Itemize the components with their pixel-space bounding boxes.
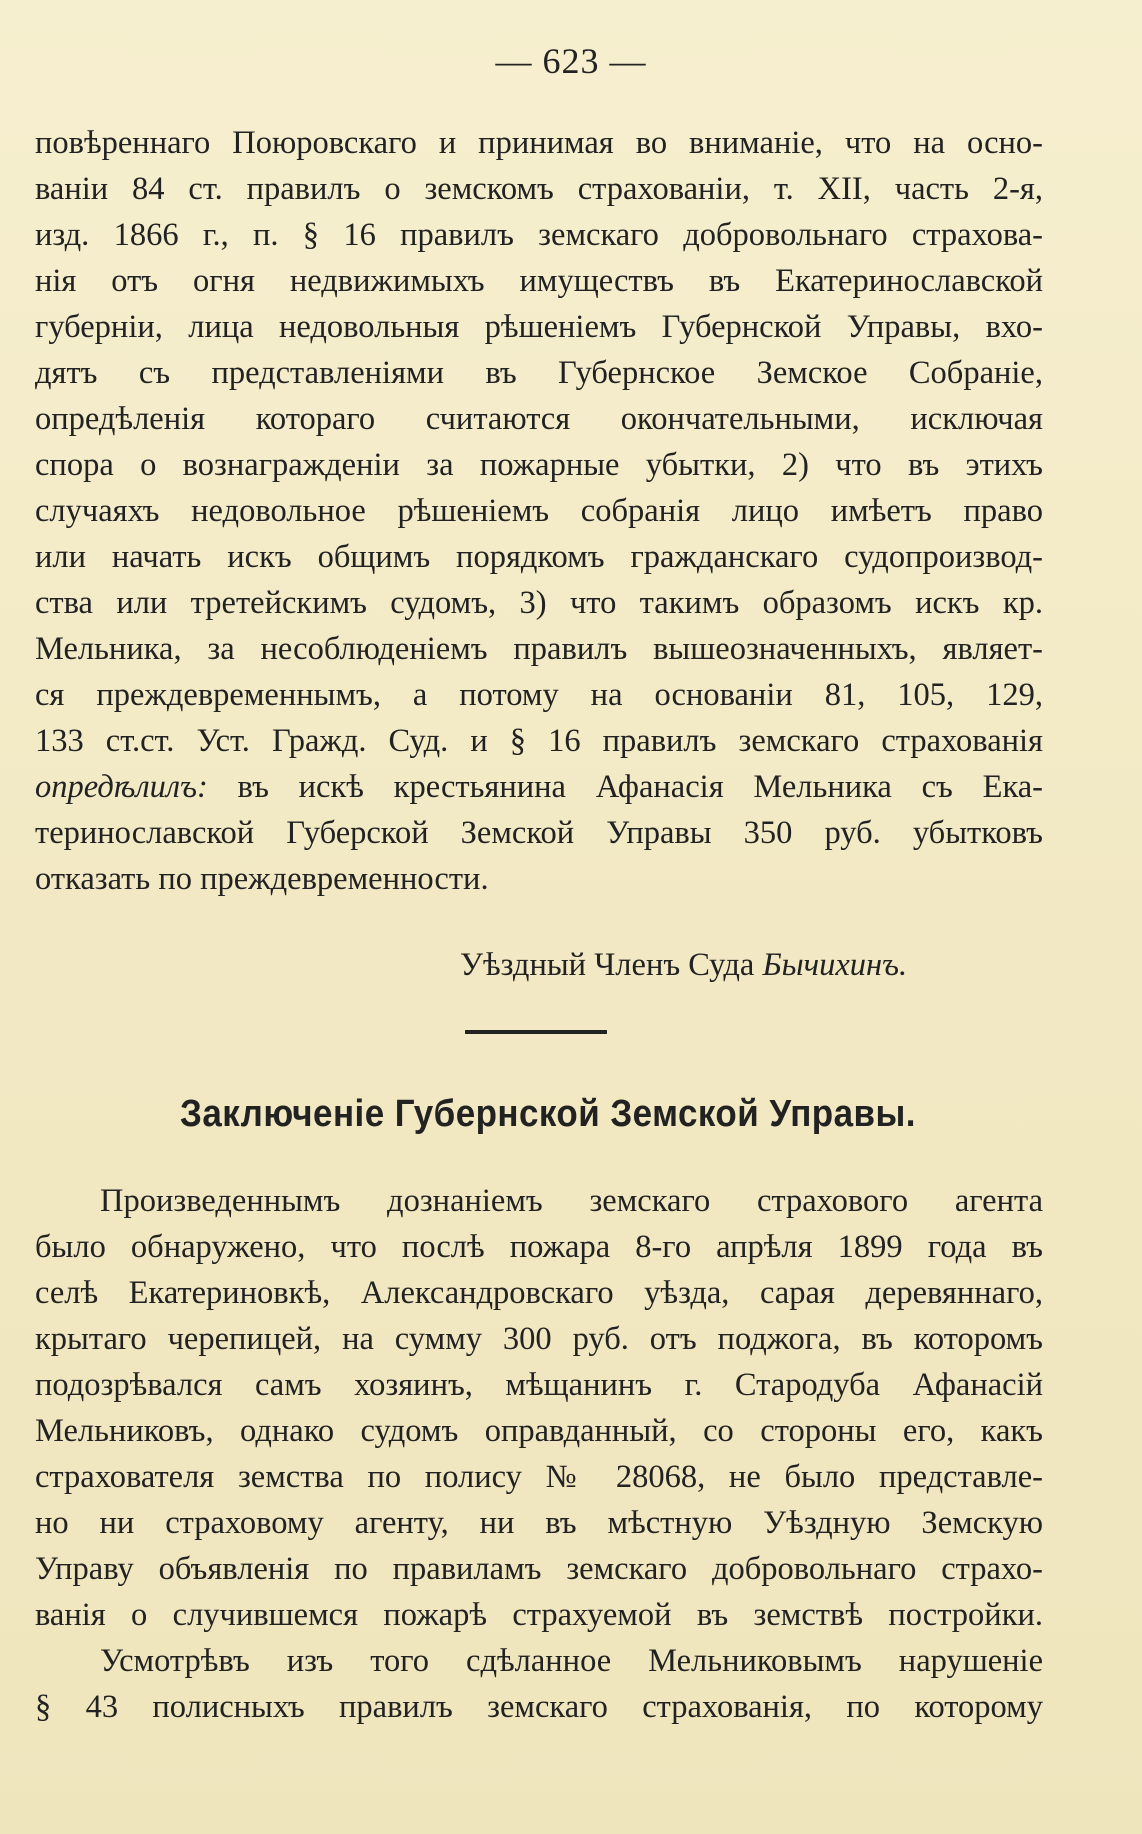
section-divider [465,1030,607,1034]
text-line: теринославской Губерской Земской Управы 350 руб. убытковъ [35,815,1043,851]
text-line: Усмотрѣвъ изъ того сдѣланное Мельниковымъ нарушеніе [100,1643,1043,1679]
text-line: повѣреннаго Поюровскаго и принимая во вниманіе, что на осно- [35,125,1043,161]
text-line: опредѣленія котораго считаются окончательными, исключая [35,401,1043,437]
text-line: селѣ Екатериновкѣ, Александровскаго уѣзда, сарая деревяннаго, [35,1275,1043,1311]
text-line: изд. 1866 г., п. § 16 правилъ земскаго добровольнаго страхова- [35,217,1043,253]
text-line: Мельниковъ, однако судомъ оправданный, со стороны его, какъ [35,1413,1043,1449]
text-line: но ни страховому агенту, ни въ мѣстную Уѣздную Земскую [35,1505,1043,1541]
text-line: или начать искъ общимъ порядкомъ гражданскаго судопроизвод- [35,539,1043,575]
text-line: дятъ съ представленіями въ Губернское Земское Собраніе, [35,355,1043,391]
text-line: Мельника, за несоблюденіемъ правилъ вышеозначенныхъ, являет- [35,631,1043,667]
text-line: спора о вознагражденіи за пожарные убытки, 2) что въ этихъ [35,447,1043,483]
text-line: Произведеннымъ дознаніемъ земскаго страхового агента [100,1183,1043,1219]
page-number: — 623 — [495,41,647,81]
text-line: отказать по преждевременности. [35,861,489,897]
text-line: случаяхъ недовольное рѣшеніемъ собранія лицо имѣетъ право [35,493,1043,529]
text-line: страхователя земства по полису № 28068, не было представле- [35,1459,1043,1495]
signature-name: Бычихинъ. [762,947,908,983]
text-fragment: въ искѣ крестьянина Афанасія Мельника съ Ека- [237,769,1043,805]
text-line: нія отъ огня недвижимыхъ имуществъ въ Екатеринославской [35,263,1043,299]
text-line: § 43 полисныхъ правилъ земскаго страхованія, по которому [35,1689,1043,1725]
text-line: губерніи, лица недовольныя рѣшеніемъ Губернской Управы, вхо- [35,309,1043,345]
text-line: Управу объявленія по правиламъ земскаго добровольнаго страхо- [35,1551,1043,1587]
text-line: подозрѣвался самъ хозяинъ, мѣщанинъ г. Стародуба Афанасій [35,1367,1043,1403]
text-line: было обнаружено, что послѣ пожара 8-го апрѣля 1899 года въ [35,1229,1043,1265]
text-line: крытаго черепицей, на сумму 300 руб. отъ поджога, въ которомъ [35,1321,1043,1357]
text-line: ванія о случившемся пожарѣ страхуемой въ земствѣ постройки. [35,1597,1043,1633]
section-heading: Заключеніе Губернской Земской Управы. [180,1093,916,1135]
text-line: ся преждевременнымъ, а потому на основаніи 81, 105, 129, [35,677,1043,713]
text-line: ваніи 84 ст. правилъ о земскомъ страхованіи, т. XII, часть 2-я, [35,171,1043,207]
text-line [35,764,1043,810]
text-line: 133 ст.ст. Уст. Гражд. Суд. и § 16 правилъ земскаго страхованія [35,723,1043,759]
text-line: ства или третейскимъ судомъ, 3) что такимъ образомъ искъ кр. [35,585,1043,621]
signature-label: Уѣздный Членъ Суда [460,947,755,983]
verdict-emphasis: опредѣлилъ: [35,769,208,805]
signature [460,942,907,988]
